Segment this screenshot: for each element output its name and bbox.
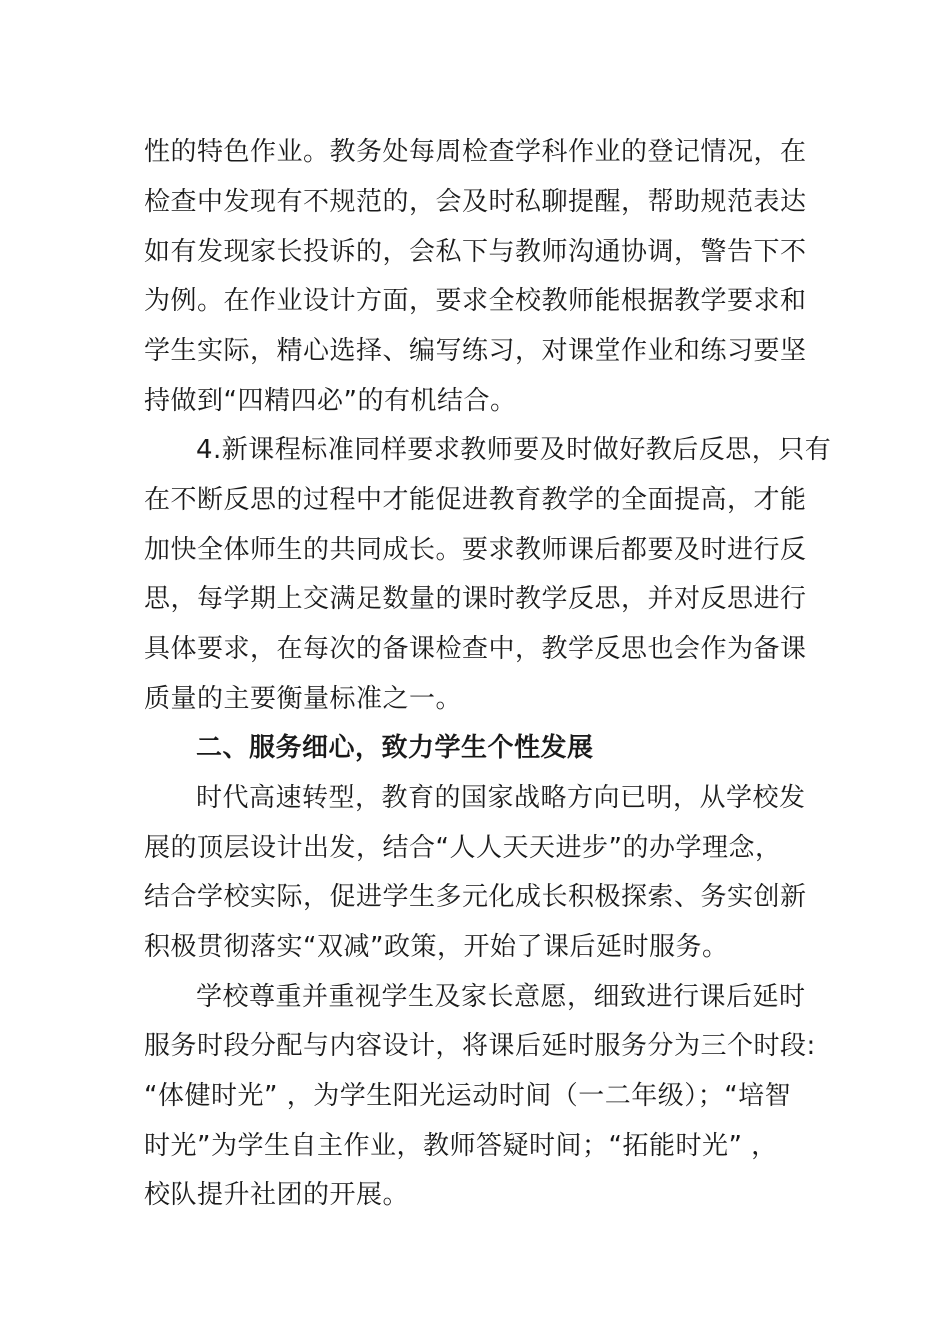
paragraph-1-line-5: 学生实际，精心选择、编写练习，对课堂作业和练习要坚: [144, 336, 807, 366]
paragraph-1-line-4: 为例。在作业设计方面，要求全校教师能根据教学要求和: [144, 286, 807, 316]
paragraph-2-line-2: 在不断反思的过程中才能促进教育教学的全面提高，才能: [144, 485, 807, 515]
paragraph-3-line-2: 展的顶层设计出发，结合“人人天天进步”的办学理念，: [144, 833, 782, 863]
section-heading: 二、服务细心，致力学生个性发展: [196, 733, 594, 763]
paragraph-4-line-3: “体健时光” ，为学生阳光运动时间（一二年级）；“培智: [144, 1081, 792, 1111]
paragraph-4-line-5: 校队提升社团的开展。: [144, 1180, 410, 1210]
paragraph-4-line-4: 时光”为学生自主作业，教师答疑时间；“拓能时光” ，: [144, 1131, 778, 1161]
paragraph-2-line-3: 加快全体师生的共同成长。要求教师课后都要及时进行反: [144, 535, 807, 565]
paragraph-1-line-1: 性的特色作业。教务处每周检查学科作业的登记情况，在: [144, 137, 807, 167]
paragraph-1-line-2: 检查中发现有不规范的，会及时私聊提醒，帮助规范表达: [144, 187, 807, 217]
paragraph-2-line-4: 思，每学期上交满足数量的课时教学反思，并对反思进行: [144, 584, 807, 614]
paragraph-3-line-1: 时代高速转型，教育的国家战略方向已明，从学校发: [196, 783, 806, 813]
paragraph-1-line-6: 持做到“四精四必”的有机结合。: [144, 386, 517, 416]
paragraph-2-line-5: 具体要求，在每次的备课检查中，教学反思也会作为备课: [144, 634, 807, 664]
paragraph-4-line-1: 学校尊重并重视学生及家长意愿，细致进行课后延时: [196, 982, 806, 1012]
paragraph-3-line-3: 结合学校实际，促进学生多元化成长积极探索、务实创新: [144, 882, 807, 912]
paragraph-3-line-4: 积极贯彻落实“双减”政策，开始了课后延时服务。: [144, 932, 729, 962]
paragraph-2-line-1: 4.新课程标准同样要求教师要及时做好教后反思，只有: [196, 435, 832, 465]
paragraph-1-line-3: 如有发现家长投诉的，会私下与教师沟通协调，警告下不: [144, 237, 807, 267]
paragraph-4-line-2: 服务时段分配与内容设计，将课后延时服务分为三个时段:: [144, 1031, 816, 1061]
paragraph-2-line-6: 质量的主要衡量标准之一。: [144, 684, 463, 714]
